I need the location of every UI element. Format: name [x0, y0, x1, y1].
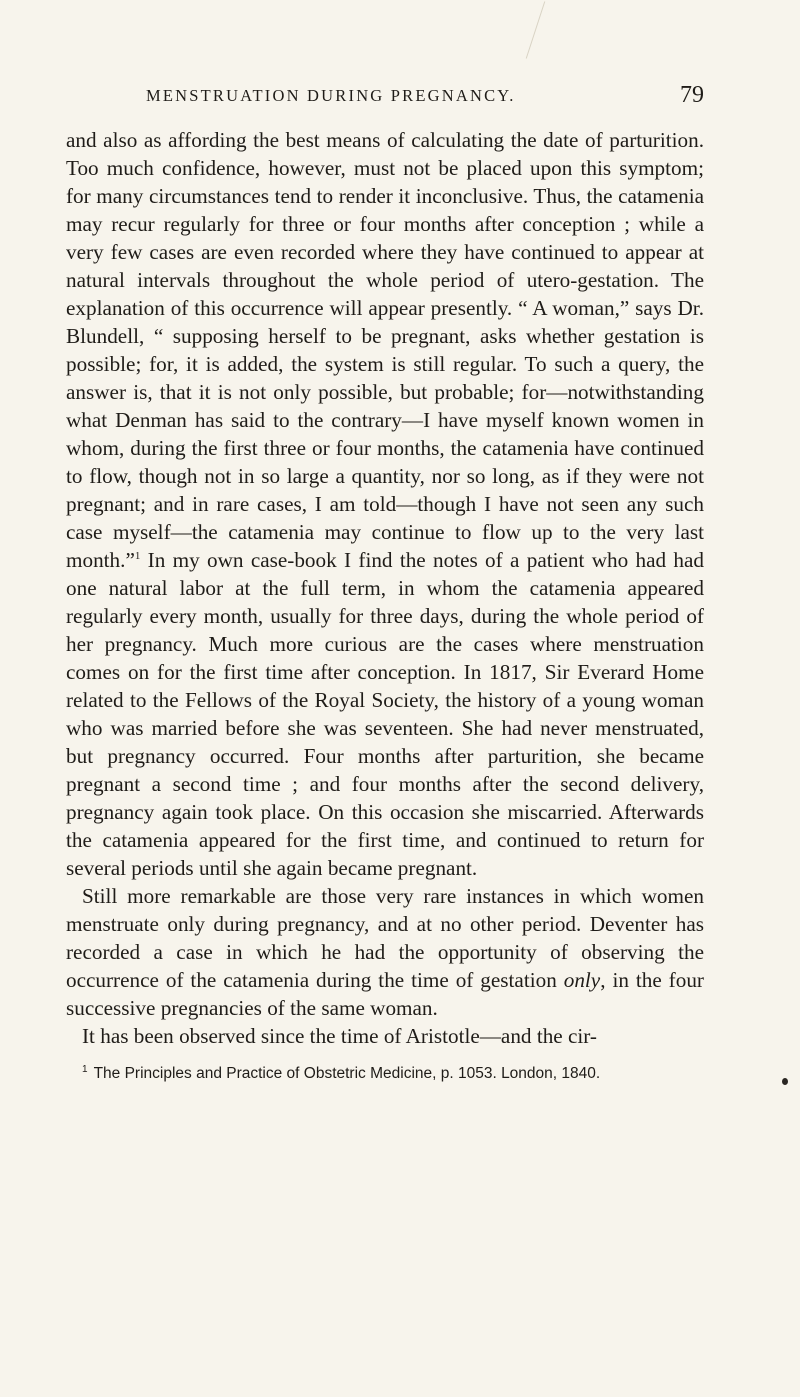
- footnote-text: The Principles and Practice of Obstetric Medicine, p. 1053. London, 1840.: [93, 1065, 601, 1082]
- emphasis-only: only: [563, 968, 601, 992]
- paragraph-2: [66, 882, 704, 1022]
- paragraph-2-text-a: Still more remarkable are those very rare instances in which women menstruate only during pregnancy, and at no other period. Deventer has recorded a case in which he had the opportunity of observing the occurrence of the catamenia during the time of gestation: [66, 884, 704, 992]
- footnote-marker: 1: [82, 1063, 88, 1075]
- paragraph-1-text-a: and also as affording the best means of calculating the date of parturition. Too much confidence, however, must not be placed upon this symptom; for many circumstances tend to render it inconclusive. Thus, the catamenia may recur regularly for three or four months after conception ; while a very few cases are even recorded where they have continued to appear at natural intervals throughout the whole period of utero-gestation. The explanation of this occurrence will appear presently. “ A woman,” says Dr. Blundell, “ supposing herself to be pregnant, asks whether gestation is possible; for, it is added, the system is still regular. To such a query, the answer is, that it is not only possible, but probable; for—notwithstanding what Denman has said to the contrary—I have myself known women in whom, during the first three or four months, the catamenia have continued to flow, though not in so large a quantity, nor so long, as if they were not pregnant; and in rare cases, I am told—though I have not seen any such case myself—the catamenia may continue to flow up to the very last month.”: [66, 128, 704, 572]
- page-number: 79: [680, 82, 704, 108]
- footnote-reference: 1: [134, 549, 141, 562]
- body-text: [66, 126, 704, 1050]
- paragraph-1: [66, 126, 704, 882]
- page-edge-mark: [526, 1, 545, 58]
- paragraph-3-text: It has been observed since the time of Aristotle—and the cir-: [82, 1024, 597, 1048]
- book-page: [66, 82, 704, 1084]
- running-head: MENSTRUATION DURING PREGNANCY.: [146, 86, 516, 105]
- page-header: [66, 82, 704, 112]
- paragraph-3: [66, 1022, 704, 1050]
- paragraph-1-text-b: In my own case-book I find the notes of a patient who had had one natural labor at the full term, in whom the catamenia appeared regularly every month, usually for three days, during the whole period of her pregnancy. Much more curious are the cases where menstruation comes on for the first time after conception. In 1817, Sir Everard Home related to the Fellows of the Royal Society, the history of a young woman who was married before she was seventeen. She had never menstruated, but pregnancy occurred. Four months after parturition, she became pregnant a second time ; and four months after the second delivery, pregnancy again took place. On this occasion she miscarried. Afterwards the catamenia appeared for the first time, and continued to return for several periods until she again became pregnant.: [66, 548, 704, 880]
- footnote: [66, 1064, 704, 1084]
- paragraph-2-text-b: , in the four successive pregnancies of the same woman.: [66, 968, 704, 1020]
- ink-speck: [782, 1078, 788, 1085]
